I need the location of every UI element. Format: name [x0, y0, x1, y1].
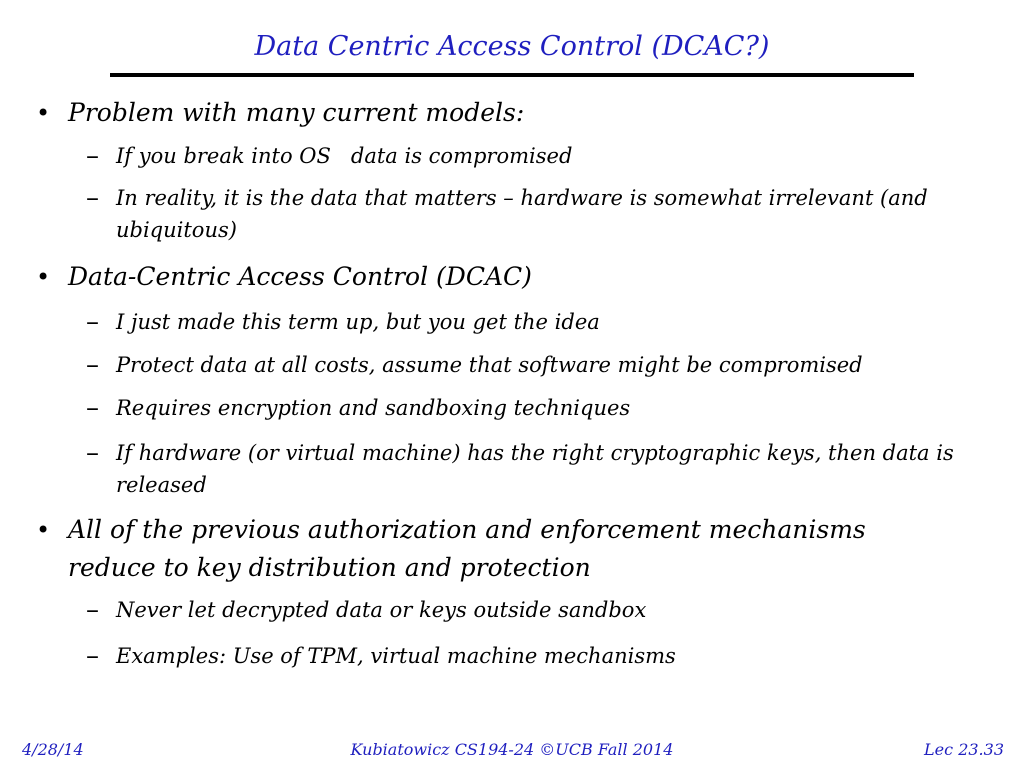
bullet-text: Data-Centric Access Control (DCAC): [68, 262, 532, 291]
sub-bullet-marker: –: [86, 595, 99, 625]
sub-bullet-text: If hardware (or virtual machine) has the right cryptographic keys, then data is released: [116, 441, 954, 497]
sub-bullet-text: In reality, it is the data that matters – hardware is somewhat irrelevant (and ubiquitous): [116, 186, 928, 242]
sub-bullet-marker: –: [86, 141, 99, 171]
sub-bullet-text: Examples: Use of TPM, virtual machine mechanisms: [116, 644, 676, 668]
sub-bullet-text: If you break into OS data is compromised: [116, 144, 573, 168]
footer-lecture: Lec 23.33: [924, 740, 1004, 759]
sub-bullet-marker: –: [86, 438, 99, 468]
sub-bullet-marker: –: [86, 350, 99, 380]
bullet-marker: •: [36, 99, 51, 127]
bullet-text: Problem with many current models:: [68, 98, 525, 127]
bullet-marker: •: [36, 263, 51, 291]
sub-bullet-text: I just made this term up, but you get the idea: [116, 310, 600, 334]
sub-bullet-marker: –: [86, 183, 99, 213]
sub-bullet-text: Protect data at all costs, assume that software might be compromised: [116, 353, 863, 377]
sub-bullet-text: Requires encryption and sandboxing techniques: [116, 396, 631, 420]
slide-title: Data Centric Access Control (DCAC?): [254, 31, 770, 62]
bullet-text: All of the previous authorization and enforcement mechanisms reduce to key distribution and protection: [68, 515, 866, 582]
footer-date: 4/28/14: [22, 740, 84, 759]
sub-bullet-marker: –: [86, 393, 99, 423]
sub-bullet-text: Never let decrypted data or keys outside sandbox: [116, 598, 647, 622]
footer-course: Kubiatowicz CS194-24 ©UCB Fall 2014: [350, 740, 674, 759]
bullet-marker: •: [36, 516, 51, 544]
sub-bullet-marker: –: [86, 641, 99, 671]
sub-bullet-marker: –: [86, 307, 99, 337]
